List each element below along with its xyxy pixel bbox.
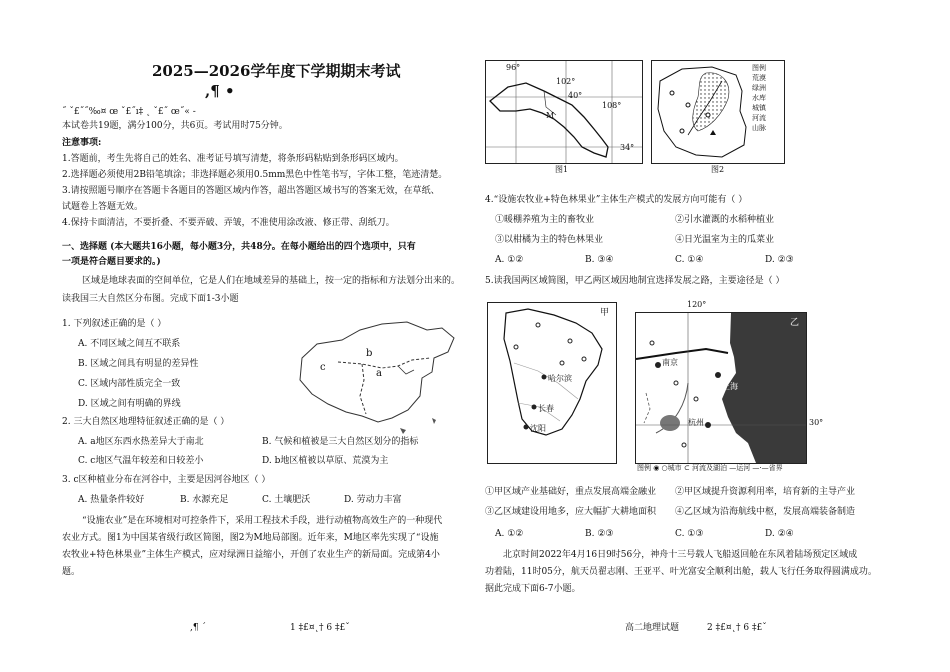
map-yi-lon: 120° [687,300,707,309]
note-1: 1.答题前，考生先将自己的姓名、准考证号填写清楚，将条形码粘贴到条形码区域内。 [62,154,404,164]
note-3-cont: 试题卷上答题无效。 [62,202,144,212]
footer-right-subject: 高二地理试题 [625,623,680,633]
fig1-lon-108: 108° [602,101,622,110]
fig1-caption: 图1 [555,165,569,174]
q1-option-b[interactable]: B. 区域之间具有明显的差异性 [78,359,199,369]
passage3-line1: 北京时间2022年4月16日9时56分，神舟十三号载人飞船返回舱在东风着陆场预定区域成 [503,550,858,560]
fig2-caption: 图2 [711,165,725,174]
china-natural-regions-map [282,318,462,438]
q1-option-d[interactable]: D. 区域之间有明确的界线 [78,399,181,409]
passage3-line3: 据此完成下面6-7小题。 [485,584,581,594]
q1-option-c[interactable]: C. 区域内部性质完全一致 [78,379,181,389]
city-harbin: 哈尔滨 [548,374,572,383]
fig2-legend [752,63,766,133]
passage2-line1: “设施农业”是在环境相对可控条件下，采用工程技术手段，进行动植物高效生产的一种现代 [82,516,443,526]
q4-item-2: ②引水灌溉的水稻种植业 [675,215,775,225]
map-region-jia [487,302,617,464]
q3-stem: 3. c区种植业分布在河谷中，主要是因河谷地区（ ） [62,475,271,485]
footer-right-page: 2 ‡£¤˛† 6 ‡£ˇ [707,623,767,633]
figure-2-local-map [651,60,785,164]
q5-item-3: ③乙区域建设用地多，应大幅扩大耕地面积 [485,507,657,517]
q1-option-a[interactable]: A. 不同区域之间互不联系 [78,339,181,349]
fig1-lat-34: 34° [620,143,635,152]
map-region-yi [635,312,807,464]
q4-stem: 4.“设施农牧业+特色林果业”主体生产模式的发展方向可能有（ ） [485,195,748,205]
footer-left-garble: ,¶ ´ [190,623,206,633]
passage1-line1: 区域是地球表面的空间单位，它是人们在地域差异的基础上，按一定的指标和方法划分出来的。 [82,276,461,286]
q5-option-c[interactable]: C. ①③ [675,529,704,539]
section-heading: 一、选择题 (本大题共16小题，每小题3分，共48分。在每小题给出的四个选项中，只有 [62,242,416,252]
map-yi-lat: 30° [809,418,824,427]
fig1-lon-102: 102° [556,77,576,86]
q5-stem: 5.读我国两区域简图，甲乙两区域因地制宜选择发展之路，主要途径是（ ） [485,276,785,286]
fig1-lat-40: 40° [568,91,583,100]
q5-item-2: ②甲区域提升资源利用率，培育新的主导产业 [675,487,856,497]
passage2-line4: 题。 [62,567,81,577]
q3-option-b[interactable]: B. 水源充足 [180,495,229,505]
passage1-line2: 读我国三大自然区分布图。完成下面1-3小题 [62,294,239,304]
section-heading-cont: 一项是符合题目要求的。) [62,257,161,267]
q1-stem: 1. 下列叙述正确的是（ ） [62,319,167,329]
q5-option-d[interactable]: D. ②④ [765,529,794,539]
passage3-line2: 功着陆，11时05分，航天员翟志刚、王亚平、叶光富安全顺利出舱，载人飞行任务取得圆满成功。 [485,567,877,577]
q2-option-d[interactable]: D. b地区植被以草原、荒漠为主 [262,456,389,466]
city-shenyang: 沈阳 [530,424,546,433]
q4-item-3: ③以柑橘为主的特色林果业 [495,235,604,245]
q5-option-a[interactable]: A. ①② [495,529,524,539]
city-changchun: 长春 [538,404,554,413]
q4-option-a[interactable]: A. ①② [495,255,524,265]
fig2-legend-oasis: 绿洲 [752,84,766,92]
garbled-subtitle: ,¶ • [205,82,235,100]
q4-item-1: ①暖棚养殖为主的畜牧业 [495,215,595,225]
q5-item-1: ①甲区域产业基础好，重点发展高端金融业 [485,487,657,497]
q2-option-b[interactable]: B. 气候和植被是三大自然区划分的指标 [262,437,419,447]
notes-heading: 注意事项: [62,138,102,148]
fig2-legend-town: 城镇 [752,104,766,112]
right-page [475,0,950,672]
q5-option-b[interactable]: B. ②③ [585,529,614,539]
fig1-label-M: M [546,111,555,120]
fig1-lon-96: 96° [506,63,521,72]
footer-left-page: 1 ‡£¤˛† 6 ‡£ˇ [290,623,350,633]
map-jia-label: 甲 [600,308,610,318]
q4-option-b[interactable]: B. ③④ [585,255,614,265]
fig2-legend-river: 河流 [752,114,766,122]
passage2-line2: 农业方式。图1为中国某省级行政区简图，图2为M地局部图。近年来，M地区率先实现了“设施 [62,533,439,543]
q2-option-c[interactable]: C. c地区气温年较差和日较差小 [78,456,204,466]
fig2-legend-reservoir: 水库 [752,94,766,102]
map-label-c: c [320,362,326,373]
q4-option-d[interactable]: D. ②③ [765,255,794,265]
map-label-b: b [366,348,373,359]
q5-item-4: ④乙区域为沿海航线中枢，发展高端装备制造 [675,507,856,517]
q3-option-a[interactable]: A. 热量条件较好 [78,495,145,505]
q4-item-4: ④日光温室为主的瓜菜业 [675,235,775,245]
fig2-legend-mountain: 山脉 [752,124,766,132]
map-yi-label: 乙 [790,318,800,328]
city-shanghai: 上海 [722,382,738,391]
note-3: 3.请按照题号顺序在答题卡各题目的答题区域内作答，超出答题区域书写的答案无效，在草纸、 [62,186,440,196]
q2-option-a[interactable]: A. a地区东西水热差异大于南北 [78,437,204,447]
passage2-line3: 农牧业+特色林果业”主体生产模式，应对绿洲日益缩小，开创了农业生产的新局面。完成第4小 [62,550,440,560]
q3-option-d[interactable]: D. 劳动力丰富 [344,495,402,505]
q4-option-c[interactable]: C. ①④ [675,255,704,265]
q2-stem: 2. 三大自然区地理特征叙述正确的是（ ） [62,417,230,427]
figure-1-province-map [485,60,643,164]
fig2-legend-title: 图例 [752,64,766,72]
city-nanjing: 南京 [662,358,678,367]
map-label-a: a [376,368,382,379]
garbled-line: ˝ ˇ£˝˝‰¤ œ ˇ£˝ı‡ ˛ ˇ£˝ œ˝« - [62,107,196,117]
fig2-legend-desert: 荒漠 [752,74,766,82]
instructions-line: 本试卷共19题，满分100分，共6页。考试用时75分钟。 [62,121,288,131]
map-yi-legend: 图例 ◉ ○城市 ⊂ 河流及湖泊 —运河 —·—省界 [637,464,783,472]
city-hangzhou: 杭州 [688,418,704,427]
note-2: 2.选择题必须使用2B铅笔填涂；非选择题必须用0.5mm黑色中性笔书写，字体工整，笔迹清楚。 [62,170,448,180]
note-4: 4.保持卡面清洁，不要折叠、不要弄破、弄皱，不准使用涂改液、修正带、刮纸刀。 [62,218,395,228]
q3-option-c[interactable]: C. 土壤肥沃 [262,495,311,505]
exam-title: 2025—2026学年度下学期期末考试 [152,62,401,80]
